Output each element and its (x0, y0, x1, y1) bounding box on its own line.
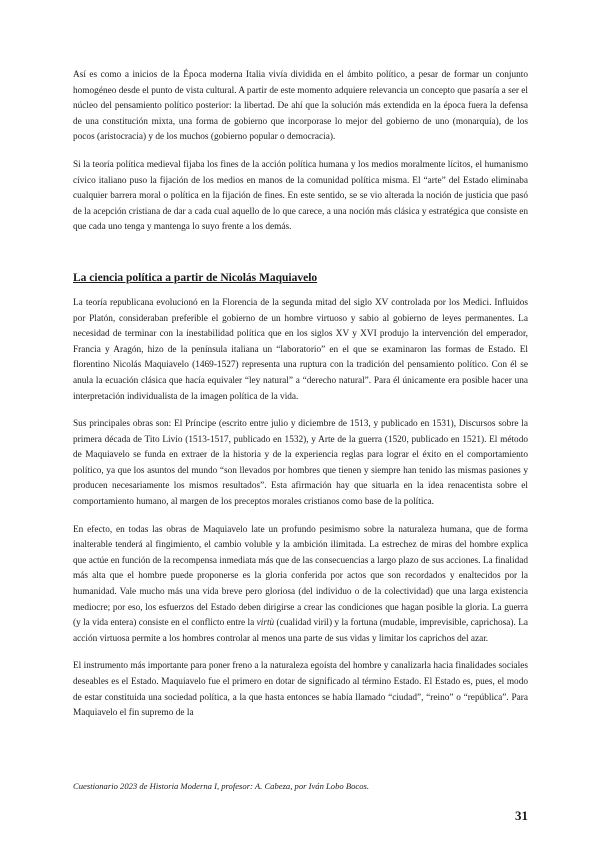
footer-credit: Cuestionario 2023 de Historia Moderna I, profesor: A. Cabeza, por Iván Lobo Bocos. (73, 781, 369, 791)
virtu-term: virtù (256, 618, 275, 629)
paragraph-human-nature (73, 523, 528, 648)
document-body (73, 68, 528, 734)
paragraph-human-nature-text: En efecto, en todas las obras de Maquiavelo late un profundo pesimismo sobre la naturaleza humana, que de forma inalterable tenderá al fingimiento, el cambio voluble y la ambición ilimitada. La estrechez de miras del hombre explica que actúe en función de la recompensa inmediata más que de las consecuencias a largo plazo de sus acciones. La finalidad más alta que el hombre puede proponerse es la gloria conferida por actos que son recordados y enaltecidos por la humanidad. Vale mucho más una vida breve pero gloriosa (del individuo o de la colectividad) que una larga existencia mediocre; por eso, los esfuerzos del Estado deben dirigirse a crear las condiciones que hagan posible la gloria. La guerra (y la vida entera) consiste en el conflicto entre la (73, 524, 528, 629)
paragraph-state: El instrumento más importante para poner freno a la naturaleza egoísta del hombre y canalizarla hacia finalidades sociales deseables es el Estado. Maquiavelo fue el primero en dotar de significado al término Estado. El Estado es, pues, el modo de estar constituida una sociedad política, a la que hasta entonces se había llamado “ciudad”, “reino” o “república”. Para Maquiavelo el fin supremo de la (73, 661, 528, 719)
paragraph-republican-theory: La teoría republicana evolucionó en la Florencia de la segunda mitad del siglo XV controlada por los Medici. Influidos por Platón, consideraban preferible el gobierno de un hombre virtuoso y sabio al gobierno de leyes permanentes. La necesidad de terminar con la inestabilidad política que en los siglos XV y XVI produjo la intervención del emperador, Francia y Aragón, hizo de la península italiana un “laboratorio” en el que se examinaron las formas de Estado. El florentino Nicolás Maquiavelo (1469-1527) representa una ruptura con la tradición del pensamiento político. Con él se anula la ecuación clásica que hacía equivaler “ley natural” a “derecho natural”. Para él únicamente era posible hacer una interpretación individualista de la imagen política de la vida. (73, 297, 528, 402)
paragraph-medieval-theory: Si la teoría política medieval fijaba los fines de la acción política humana y los medios moralmente lícitos, el humanismo cívico italiano puso la fijación de los medios en manos de la comunidad política misma. El “arte” del Estado eliminaba cualquier barrera moral o política en la fijación de fines. En este sentido, se se vio alterada la noción de justicia que pasó de la acepción cristiana de dar a cada cual aquello de lo que carece, a una noción más clásica y estratégica que consiste en que cada uno tenga y mantenga lo suyo frente a los demás. (73, 159, 528, 233)
page-number: 31 (515, 808, 528, 823)
paragraph-human-nature-end: (cualidad viril) y la fortuna (mudable, imprevisible, caprichosa). La acción virtuosa permite a los hombres controlar al menos una parte de sus vidas y limitar los caprichos del azar. (73, 618, 528, 644)
section-heading: La ciencia política a partir de Nicolás Maquiavelo (73, 271, 318, 284)
paragraph-main-works: Sus principales obras son: El Príncipe (escrito entre julio y diciembre de 1513, y publicado en 1531), Discursos sobre la primera década de Tito Livio (1513-1517, publicado en 1532), y Arte de la guerra (1520, publicado en 1521). El método de Maquiavelo se funda en extraer de la historia y de la experiencia reglas para lograr el éxito en el comportamiento político, ya que los asuntos del mundo “son llevados por hombres que tienen y siempre han tenido las mismas pasiones y producen necesariamente los mismos resultados”. Esta afirmación hay que situarla en la idea renacentista sobre el comportamiento humano, al margen de los preceptos morales cristianos como base de la política. (73, 419, 528, 508)
paragraph-intro-italy: Así es como a inicios de la Época moderna Italia vivía dividida en el ámbito político, a pesar de formar un conjunto homogéneo desde el punto de vista cultural. A partir de este momento adquiere relevancia un concepto que pasaría a ser el núcleo del pensamiento político posterior: la libertad. De ahí que la solución más extendida en la época fuera la defensa de una constitución mixta, una forma de gobierno que incorporase lo mejor del gobierno de uno (monarquía), de los pocos (aristocracia) y de los muchos (gobierno popular o democracia). (73, 70, 528, 143)
